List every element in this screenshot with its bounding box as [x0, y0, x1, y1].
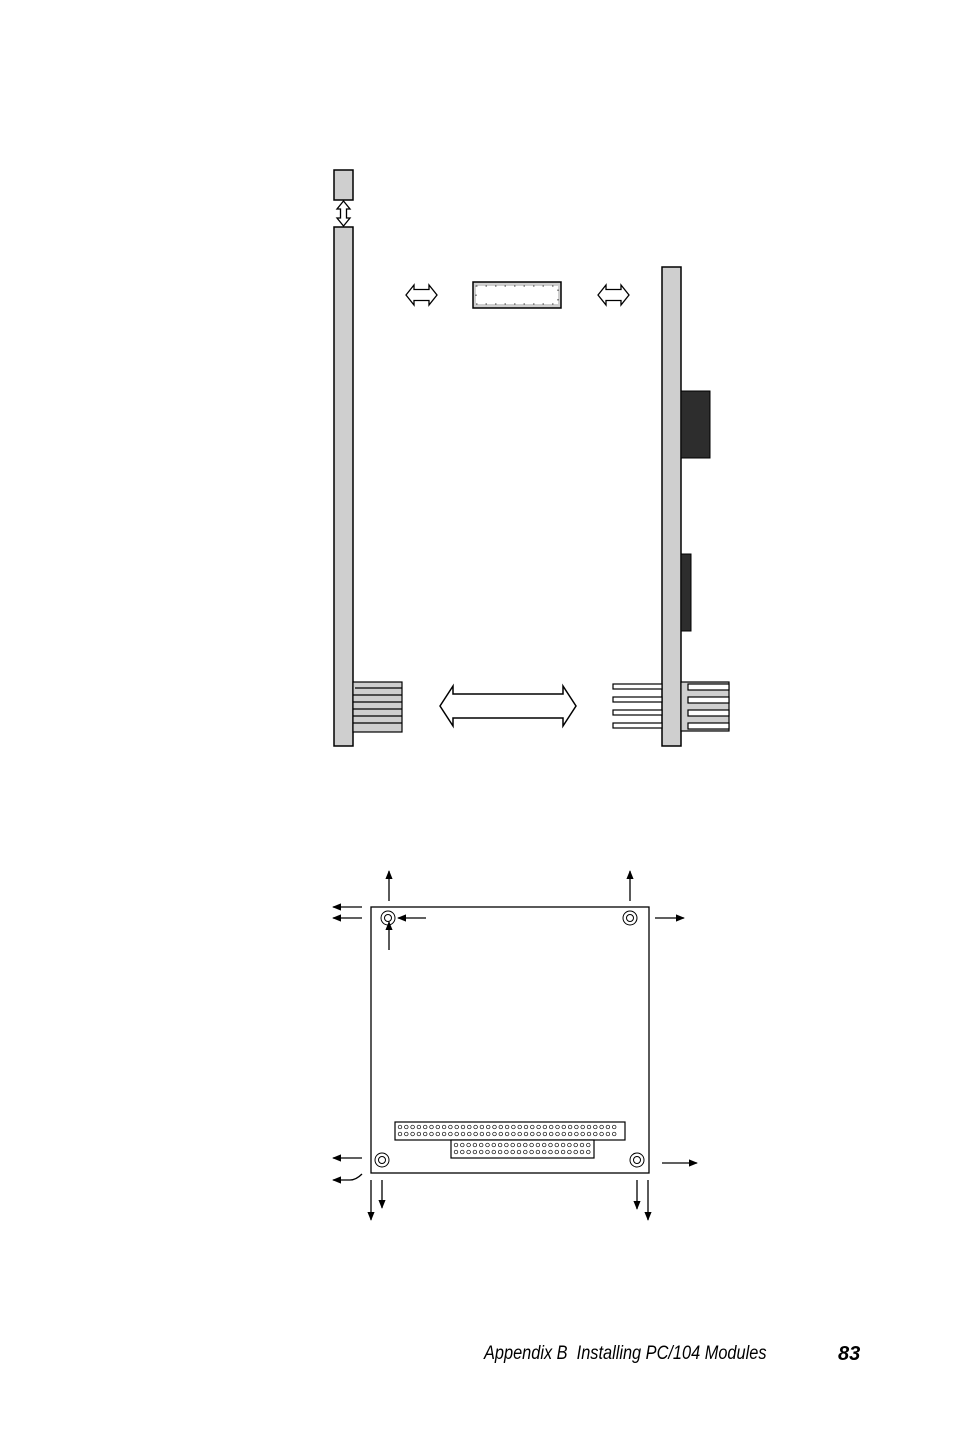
- module-connector-pins: [613, 684, 662, 728]
- module-chip-large: [681, 391, 710, 458]
- header-j1: [395, 1122, 625, 1140]
- main-board-side: [334, 170, 353, 746]
- connector-double-arrow-icon: [440, 686, 576, 726]
- left-double-arrow-icon: [406, 285, 437, 305]
- side-view-diagram: [334, 170, 729, 746]
- module-chip-small: [681, 554, 691, 631]
- vertical-double-arrow-icon: [337, 201, 350, 226]
- right-double-arrow-icon: [598, 285, 629, 305]
- top-view-diagram: [333, 871, 697, 1220]
- main-board-connector: [353, 682, 402, 732]
- pc104-module-side: [613, 267, 729, 746]
- module-connector-body: [681, 682, 729, 731]
- header-j2: [451, 1140, 594, 1158]
- page-number: 83: [838, 1343, 861, 1365]
- footer-section-title: Appendix B Installing PC/104 Modules: [484, 1343, 767, 1364]
- standoff-spacer: [473, 282, 561, 308]
